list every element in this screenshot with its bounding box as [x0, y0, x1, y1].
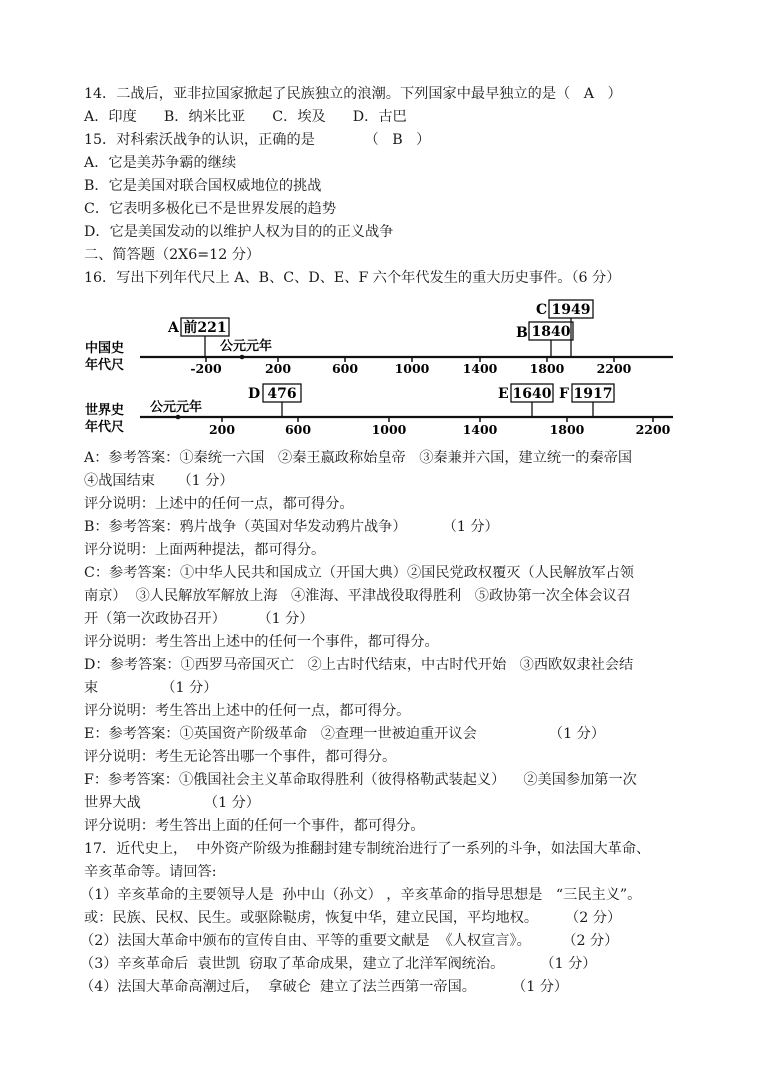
world-tick-label: 2200 [635, 422, 671, 437]
question-14-options: A．印度 B．纳米比亚 C．埃及 D．古巴 [84, 109, 407, 125]
world-era-dot [176, 415, 181, 420]
world-tick-label: 200 [208, 422, 236, 437]
world-era-label: 公元元年 [150, 400, 203, 415]
china-tick-label: 1400 [462, 361, 498, 376]
question-17-line-1: 17．近代史上， 中外资产阶级为推翻封建专制统治进行了一系列的斗争，如法国大革命、 [84, 841, 651, 857]
china-label-1: 中国史 [85, 341, 125, 356]
question-15-option-a: A．它是美苏争霸的继续 [84, 155, 237, 171]
svg-text:1840: 1840 [531, 324, 571, 340]
question-16: 16．写出下列年代尺上 A、B、C、D、E、F 六个年代发生的重大历史事件。（6 分） [84, 270, 621, 286]
answer-d-line-1: D：参考答案：①西罗马帝国灭亡 ②上古时代结束，中古时代开始 ③西欧奴隶社会结 [84, 657, 634, 673]
china-label-2: 年代尺 [85, 358, 125, 373]
question-17-line-2: 辛亥革命等。请回答: [84, 864, 217, 880]
question-17-part-1: （1）辛亥革命的主要领导人是 孙中山（孙文） ，辛亥革命的指导思想是 “三民主义”。 [80, 887, 642, 903]
svg-text:D: D [248, 386, 261, 402]
marker-e [498, 384, 553, 417]
world-tick-label: 600 [284, 422, 312, 437]
answer-f-line-2: 世界大战 （1 分） [84, 795, 260, 811]
question-15: 15．对科索沃战争的认识，正确的是 （ B ） [84, 132, 431, 148]
china-tick-label: -200 [190, 361, 222, 376]
china-tick-label: 200 [264, 361, 292, 376]
question-17-part-2: （2）法国大革命中颁布的宣传自由、平等的重要文献是 《人权宣言》。 （2 分） [80, 933, 619, 949]
world-label-2: 年代尺 [85, 420, 125, 435]
answer-c-line-3: 开（第一次政协召开） （1 分） [84, 611, 314, 627]
svg-text:476: 476 [267, 386, 297, 402]
svg-text:C: C [536, 302, 548, 318]
svg-text:1949: 1949 [551, 302, 591, 318]
answer-f-note: 评分说明：考生答出上面的任何一个事件，都可得分。 [84, 818, 425, 834]
answer-a-line-1: A：参考答案：①秦统一六国 ②秦王嬴政称始皇帝 ③秦兼并六国，建立统一的秦帝国 [84, 450, 633, 466]
answer-b-note: 评分说明：上面两种提法，都可得分。 [84, 542, 326, 558]
svg-text:1640: 1640 [512, 386, 552, 402]
svg-text:A: A [168, 320, 179, 336]
svg-text:1917: 1917 [573, 386, 613, 402]
china-tick-label: 1000 [394, 361, 430, 376]
question-17-part-1-alt: 或：民族、民权、民生。或驱除鞑虏，恢复中华，建立民国，平均地权。 （2 分） [84, 910, 622, 926]
answer-a-line-2: ④战国结束 （1 分） [84, 473, 234, 489]
question-15-option-b: B．它是美国对联合国权威地位的挑战 [84, 178, 322, 194]
question-17-part-4: （4）法国大革命高潮过后， 拿破仑 建立了法兰西第一帝国。 （1 分） [80, 979, 569, 995]
marker-f [559, 384, 614, 417]
svg-text:B: B [516, 325, 528, 341]
answer-e: E：参考答案：①英国资产阶级革命 ②查理一世被迫重开议会 （1 分） [84, 726, 606, 742]
answer-c-line-2: 南京） ③人民解放军解放上海 ④淮海、平津战役取得胜利 ⑤政协第一次全体会议召 [84, 588, 631, 604]
marker-b [516, 322, 573, 357]
question-15-option-c: C．它表明多极化已不是世界发展的趋势 [84, 201, 337, 217]
svg-text:E: E [498, 386, 509, 402]
answer-b: B：参考答案：鸦片战争（英国对华发动鸦片战争） （1 分） [84, 519, 499, 535]
china-era-dot [240, 355, 245, 360]
answer-c-note: 评分说明：考生答出上述中的任何一个事件，都可得分。 [84, 634, 439, 650]
world-tick-label: 1000 [371, 422, 407, 437]
question-15-option-d: D．它是美国发动的以维护人权为目的的正义战争 [84, 224, 394, 240]
answer-d-line-2: 束 （1 分） [84, 680, 218, 696]
svg-text:F: F [559, 386, 569, 402]
answer-d-note: 评分说明：考生答出上述中的任何一点，都可得分。 [84, 703, 411, 719]
world-tick-label: 1400 [462, 422, 498, 437]
china-tick-label: 1800 [529, 361, 565, 376]
timeline-diagram [80, 292, 680, 442]
answer-c-line-1: C：参考答案：①中华人民共和国成立（开国大典）②国民党政权覆灭（人民解放军占领 [84, 565, 634, 581]
answer-a-note: 评分说明：上述中的任何一点，都可得分。 [84, 496, 354, 512]
marker-d [248, 384, 301, 417]
china-tick-label: 600 [331, 361, 359, 376]
world-label-1: 世界史 [85, 403, 125, 418]
china-tick-label: 2200 [596, 361, 632, 376]
china-era-label: 公元元年 [220, 339, 273, 354]
question-14: 14．二战后，亚非拉国家掀起了民族独立的浪潮。下列国家中最早独立的是（ A ） [84, 86, 622, 102]
svg-text:前221: 前221 [183, 320, 227, 336]
section-heading: 二、简答题（2X6=12 分） [84, 247, 261, 263]
answer-e-note: 评分说明：考生无论答出哪一个事件，都可得分。 [84, 749, 397, 765]
answer-f-line-1: F：参考答案：①俄国社会主义革命取得胜利（彼得格勒武装起义） ②美国参加第一次 [84, 772, 637, 788]
world-tick-label: 1800 [549, 422, 585, 437]
question-17-part-3: （3）辛亥革命后 袁世凯 窃取了革命成果，建立了北洋军阀统治。 （1 分） [80, 956, 597, 972]
